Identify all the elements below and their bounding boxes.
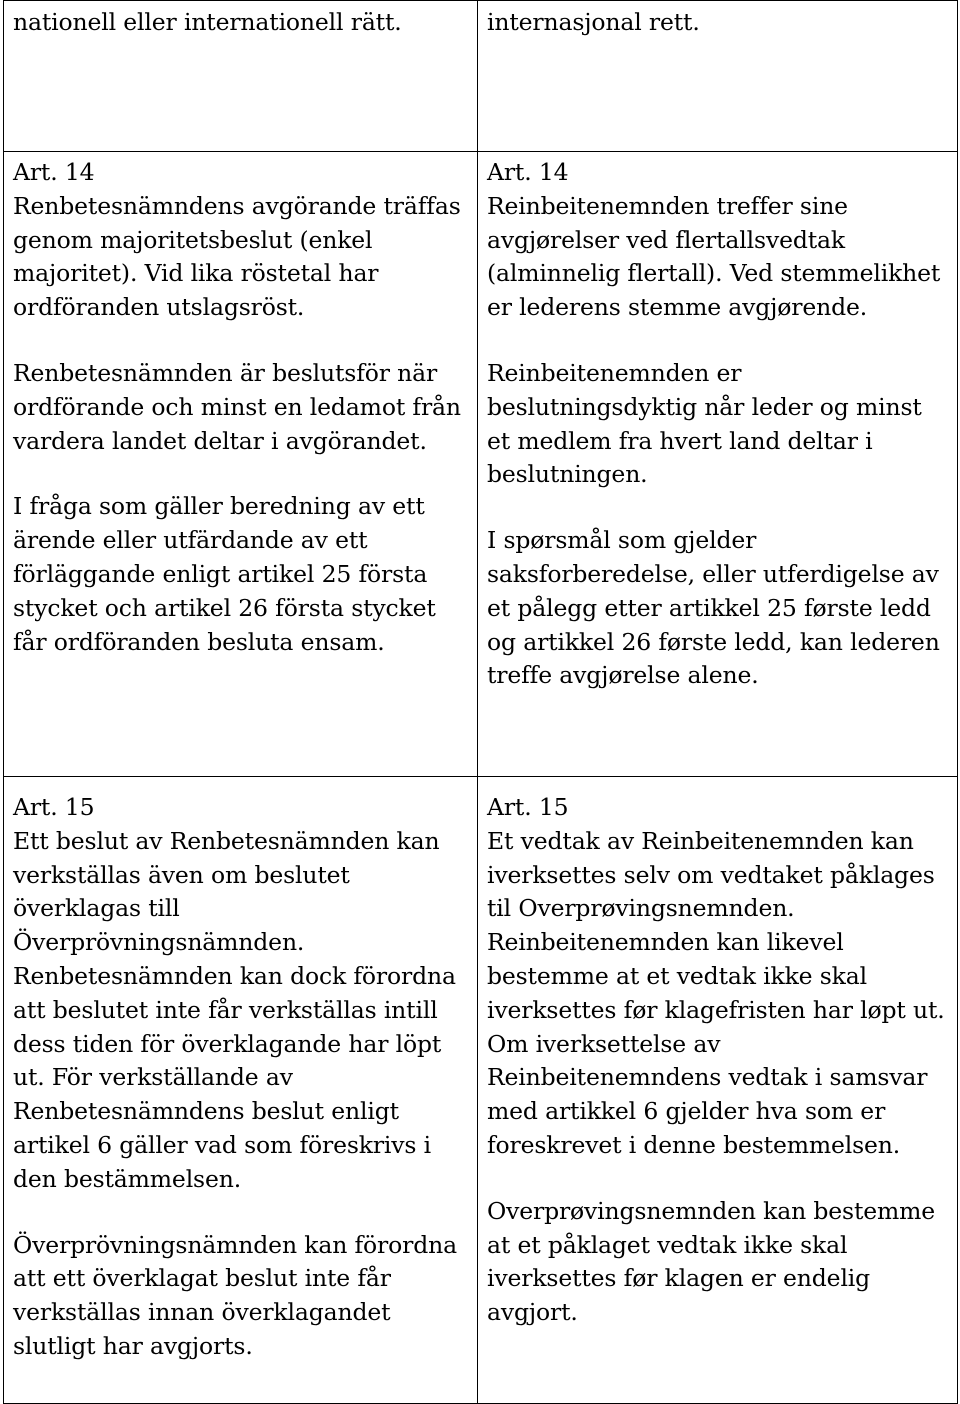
article-heading: Art. 14 [13,158,95,186]
swedish-cell [4,777,478,1404]
norwegian-paragraph: Et vedtak av Reinbeitenemnden kan iverksettes selv om vedtaket påklages til Overprøvingsnemnden. Reinbeitenemnden kan likevel bestemme at et vedtak ikke skal iverksettes før klagefristen har løpt ut. [487,826,945,1024]
bilingual-treaty-table [3,0,958,1404]
norwegian-paragraph: I spørsmål som gjelder saksforberedelse, eller utferdigelse av et pålegg etter artikkel 25 første ledd og artikkel 26 første ledd, kan lederen treffe avgjørelse alene. [487,526,940,690]
table-row [4,777,958,1404]
norwegian-paragraph: internasjonal rett. [487,8,700,36]
table-row [4,152,958,777]
article-heading: Art. 14 [487,158,569,186]
norwegian-paragraph: Overprøvingsnemnden kan bestemme at et påklaget vedtak ikke skal iverksettes før klagen er endelig avgjort. [487,1196,936,1327]
swedish-paragraph: Renbetesnämndens avgörande träffas genom majoritetsbeslut (enkel majoritet). Vid lika röstetal har ordföranden utslagsröst. [13,191,461,322]
article-heading: Art. 15 [13,793,95,821]
swedish-cell [4,152,478,777]
article-heading: Art. 15 [487,793,569,821]
norwegian-cell [478,1,958,152]
norwegian-cell [478,777,958,1404]
table-row [4,1,958,152]
swedish-paragraph: Renbetesnämnden är beslutsför när ordförande och minst en ledamot från vardera landet deltar i avgörandet. [13,358,461,455]
norwegian-paragraph: Reinbeitenemnden er beslutningsdyktig når leder og minst et medlem fra hvert land deltar i beslutningen. [487,358,922,489]
swedish-paragraph: I fråga som gäller beredning av ett ärende eller utfärdande av ett förläggande enligt artikel 25 första stycket och artikel 26 första stycket får ordföranden besluta ensam. [13,492,436,656]
swedish-paragraph: nationell eller internationell rätt. [13,8,402,36]
swedish-paragraph: Ett beslut av Renbetesnämnden kan verkställas även om beslutet överklagas till Överprövningsnämnden. Renbetesnämnden kan dock förordna att beslutet inte får verkställas intill dess tiden för överklagande har löpt ut. För verkställande av Renbetesnämndens beslut enligt artikel 6 gäller vad som föreskrivs i den bestämmelsen. [13,826,456,1193]
norwegian-paragraph: Reinbeitenemnden treffer sine avgjørelser ved flertallsvedtak (alminnelig flertall). Ved stemmelikhet er lederens stemme avgjørende. [487,191,941,322]
norwegian-paragraph: Om iverksettelse av Reinbeitenemndens vedtak i samsvar med artikkel 6 gjelder hva som er foreskrevet i denne bestemmelsen. [487,1029,928,1159]
norwegian-cell [478,152,958,777]
swedish-cell [4,1,478,152]
swedish-paragraph: Överprövningsnämnden kan förordna att ett överklagat beslut inte får verkställas innan överklagandet slutligt har avgjorts. [13,1230,457,1360]
